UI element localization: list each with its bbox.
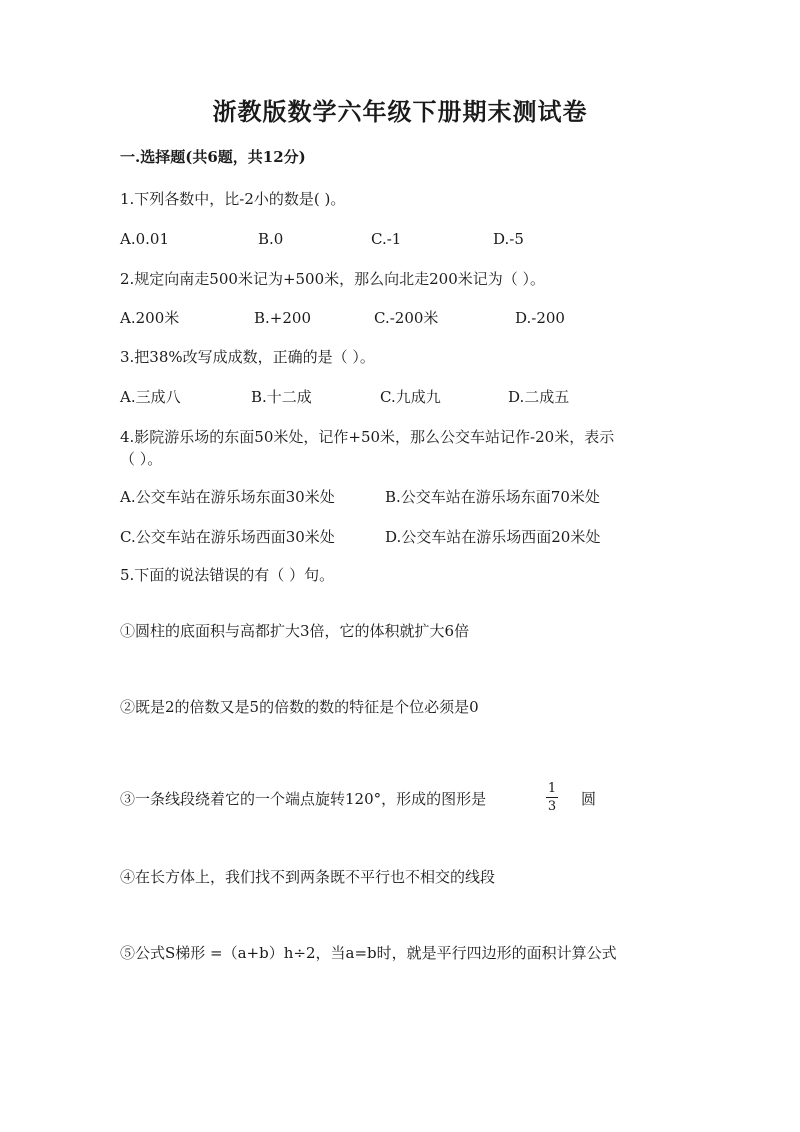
q1-option-d: D.-5	[493, 230, 524, 248]
fraction-numerator: 1	[547, 781, 557, 796]
q2-option-a: A.200米	[120, 309, 180, 327]
q4-option-a: A.公交车站在游乐场东面30米处	[120, 488, 335, 506]
q4-option-d: D.公交车站在游乐场西面20米处	[385, 528, 601, 546]
statement-2: ②既是2的倍数又是5的倍数的数的特征是个位必须是0	[120, 698, 479, 716]
question-5: 5.下面的说法错误的有（ ）句。	[120, 566, 335, 584]
statement-5: ⑤公式S梯形 =（a+b）h÷2，当a=b时，就是平行四边形的面积计算公式	[120, 944, 617, 962]
q4-option-b: B.公交车站在游乐场东面70米处	[385, 488, 600, 506]
q2-option-c: C.-200米	[374, 309, 439, 327]
fraction-denominator: 3	[547, 799, 557, 814]
section-heading: 一.选择题(共6题，共12分)	[120, 148, 306, 166]
question-1: 1.下列各数中，比-2小的数是( )。	[120, 190, 346, 208]
question-4-line-2: （ ）。	[120, 450, 163, 468]
statement-4: ④在长方体上，我们找不到两条既不平行也不相交的线段	[120, 868, 496, 886]
question-2: 2.规定向南走500米记为+500米，那么向北走200米记为（ ）。	[120, 270, 546, 288]
statement-3-text: ③一条线段绕着它的一个端点旋转120°，形成的图形是	[120, 790, 487, 808]
statement-3-suffix: 圆	[581, 790, 597, 808]
q3-option-d: D.二成五	[508, 388, 570, 406]
q1-option-c: C.-1	[371, 230, 402, 248]
q2-option-d: D.-200	[515, 309, 565, 327]
fraction-one-third	[546, 782, 558, 813]
page-title: 浙教版数学六年级下册期末测试卷	[212, 97, 588, 126]
q3-option-a: A.三成八	[120, 388, 181, 406]
question-3: 3.把38%改写成成数，正确的是（ ）。	[120, 348, 375, 366]
q2-option-b: B.+200	[254, 309, 311, 327]
q3-option-b: B.十二成	[251, 388, 312, 406]
statement-1: ①圆柱的底面积与高都扩大3倍，它的体积就扩大6倍	[120, 622, 470, 640]
q1-option-a: A.0.01	[120, 230, 169, 248]
q4-option-c: C.公交车站在游乐场西面30米处	[120, 528, 335, 546]
q1-option-b: B.0	[258, 230, 284, 248]
q3-option-c: C.九成九	[380, 388, 441, 406]
question-4-line-1: 4.影院游乐场的东面50米处，记作+50米，那么公交车站记作-20米，表示	[120, 428, 615, 446]
